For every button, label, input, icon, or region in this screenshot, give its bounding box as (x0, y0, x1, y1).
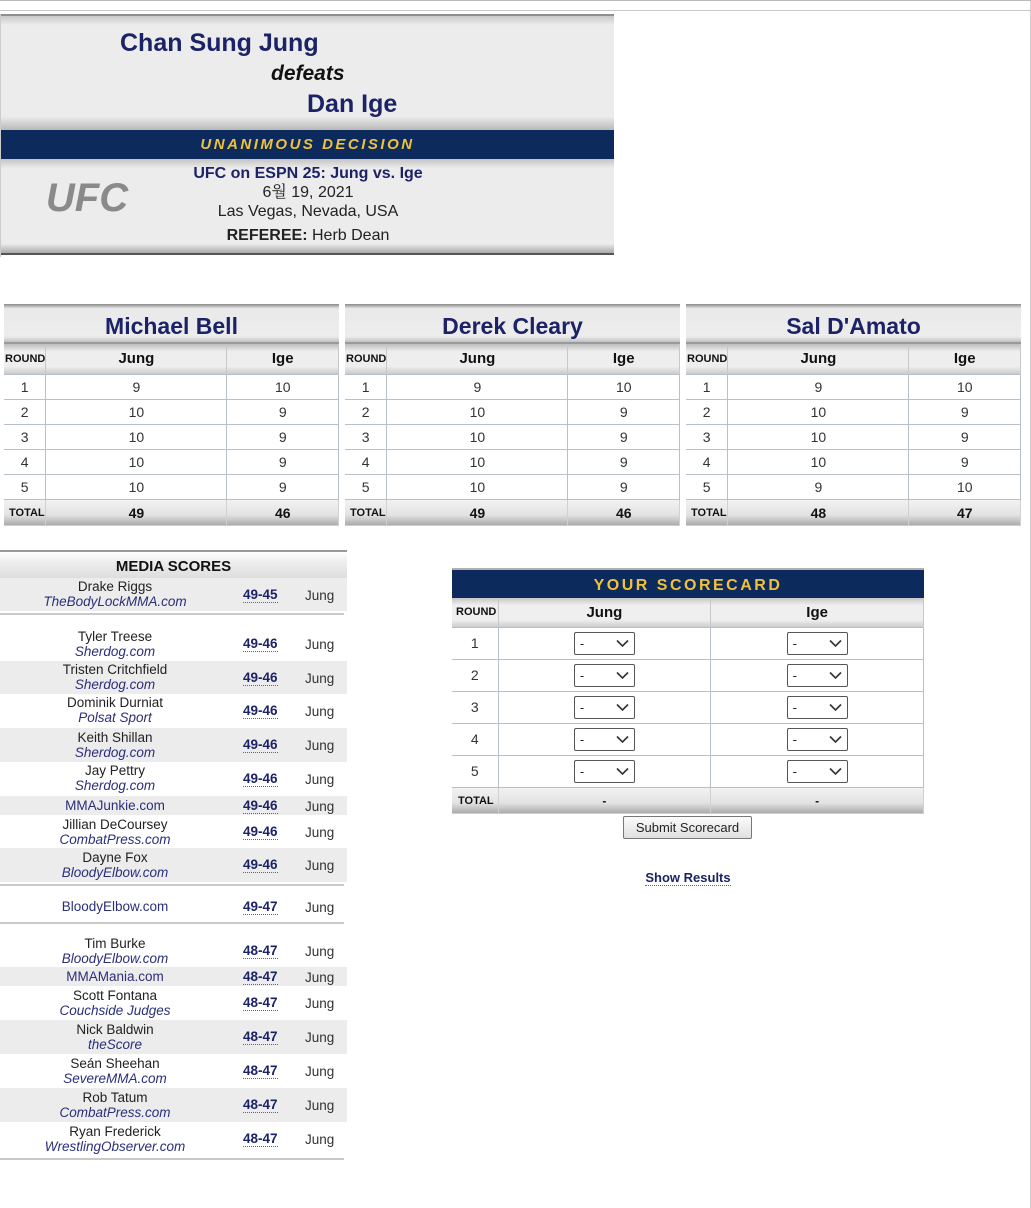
media-outlet[interactable]: Sherdog.com (74, 745, 156, 760)
media-winner: Jung (305, 1030, 335, 1045)
chevron-down-icon (829, 735, 842, 744)
round-row (452, 627, 924, 659)
media-person: Jay Pettry (84, 763, 146, 778)
select-value: - (579, 667, 585, 683)
media-row (0, 762, 347, 796)
your-scorecard-title: YOUR SCORECARD (452, 568, 924, 598)
score-a: 10 (728, 399, 909, 424)
round-3-jung-select[interactable] (574, 696, 635, 719)
media-row (0, 894, 347, 920)
score-a-cell (498, 659, 711, 691)
media-person: Tyler Treese (77, 629, 153, 644)
chevron-down-icon (616, 639, 629, 648)
select-value: - (579, 699, 585, 715)
event-date: 6월 19, 2021 (262, 184, 354, 201)
round-number: 3 (345, 424, 387, 449)
your-scorecard (452, 568, 924, 885)
chevron-down-icon (829, 703, 842, 712)
chevron-down-icon (616, 767, 629, 776)
media-winner: Jung (305, 1064, 335, 1079)
score-b: 9 (227, 474, 339, 499)
media-row (0, 694, 347, 728)
round-number: 5 (345, 474, 387, 499)
score-a-cell (498, 755, 711, 787)
score-b-cell (711, 723, 924, 755)
total-label: TOTAL (452, 787, 498, 814)
score-b: 9 (227, 399, 339, 424)
media-winner: Jung (305, 996, 335, 1011)
score-a: 10 (387, 449, 568, 474)
fighter-a-header: Jung (46, 344, 227, 374)
round-4-jung-select[interactable] (574, 728, 635, 751)
media-score[interactable]: 48-47 (243, 1097, 278, 1112)
media-person: Seán Sheehan (70, 1056, 160, 1071)
show-results-link[interactable]: Show Results (645, 870, 731, 885)
round-row (4, 449, 339, 474)
media-score[interactable]: 49-46 (243, 636, 278, 651)
media-outlet[interactable]: CombatPress.com (59, 1105, 171, 1120)
round-header: ROUND (452, 598, 498, 627)
score-b: 9 (909, 424, 1021, 449)
media-score[interactable]: 48-47 (243, 995, 278, 1010)
score-a: 9 (46, 374, 227, 399)
total-a: - (498, 787, 711, 814)
score-b-cell (711, 755, 924, 787)
score-a-cell (498, 723, 711, 755)
media-outlet[interactable]: MMAMania.com (66, 969, 164, 984)
media-outlet[interactable]: Couchside Judges (59, 1003, 171, 1018)
score-b: 10 (227, 374, 339, 399)
media-row (0, 796, 347, 815)
round-row (452, 755, 924, 787)
media-outlet[interactable]: MMAJunkie.com (65, 798, 165, 813)
round-number: 2 (4, 399, 46, 424)
round-number: 1 (686, 374, 728, 399)
round-number: 2 (452, 659, 498, 691)
event-info (1, 164, 615, 245)
fight-header (0, 14, 614, 257)
score-b: 9 (227, 424, 339, 449)
select-value: - (792, 635, 797, 651)
select-value: - (792, 731, 797, 747)
round-row (686, 374, 1021, 399)
media-score[interactable]: 49-46 (243, 737, 278, 752)
total-b: 46 (568, 499, 680, 526)
round-1-jung-select[interactable] (574, 632, 635, 655)
fighter-b-header: Ige (568, 344, 680, 374)
fighter-b-header: Ige (227, 344, 339, 374)
media-row (0, 1122, 347, 1156)
media-winner: Jung (305, 970, 335, 985)
media-score[interactable]: 49-46 (243, 771, 278, 786)
group-divider (0, 1156, 344, 1160)
media-person: Dominik Durniat (66, 695, 164, 710)
fighter-a-header: Jung (387, 344, 568, 374)
total-b: 47 (909, 499, 1021, 526)
round-number: 5 (686, 474, 728, 499)
round-row (452, 723, 924, 755)
score-b: 9 (568, 474, 680, 499)
media-score[interactable]: 49-46 (243, 703, 278, 718)
fighter-b-header: Ige (909, 344, 1021, 374)
total-row (345, 499, 680, 526)
media-score[interactable]: 48-47 (243, 1131, 278, 1146)
select-value: - (579, 635, 585, 651)
media-score[interactable]: 49-47 (243, 899, 278, 914)
top-divider (0, 10, 1031, 11)
score-a: 10 (46, 474, 227, 499)
total-row (452, 787, 924, 814)
score-a: 9 (387, 374, 568, 399)
chevron-down-icon (829, 767, 842, 776)
score-a: 9 (728, 474, 909, 499)
judge-table (4, 344, 339, 526)
media-winner: Jung (305, 1132, 335, 1147)
media-score[interactable]: 49-46 (243, 670, 278, 685)
media-row (0, 986, 347, 1020)
media-row (0, 1054, 347, 1088)
media-row (0, 815, 347, 848)
judge-scorecard (345, 304, 680, 526)
score-b: 9 (568, 424, 680, 449)
score-a: 10 (728, 424, 909, 449)
media-winner: Jung (305, 900, 335, 915)
select-value: - (792, 667, 797, 683)
media-person: Rob Tatum (82, 1090, 148, 1105)
score-a: 10 (728, 449, 909, 474)
score-a: 9 (728, 374, 909, 399)
round-row (345, 449, 680, 474)
media-outlet[interactable]: TheBodyLockMMA.com (43, 594, 187, 609)
media-person: Jillian DeCoursey (62, 817, 168, 832)
media-outlet[interactable]: theScore (87, 1037, 143, 1052)
media-row (0, 848, 347, 882)
round-header: ROUND (345, 344, 387, 374)
select-value: - (579, 763, 585, 779)
round-number: 4 (4, 449, 46, 474)
round-header: ROUND (686, 344, 728, 374)
round-number: 2 (345, 399, 387, 424)
round-row (4, 424, 339, 449)
media-row (0, 1020, 347, 1054)
media-person: Drake Riggs (77, 579, 153, 594)
fighter-a-header: Jung (498, 598, 711, 627)
media-outlet[interactable]: CombatPress.com (59, 832, 171, 847)
media-score[interactable]: 48-47 (243, 969, 278, 984)
judge-table (345, 344, 680, 526)
media-winner: Jung (305, 799, 335, 814)
chevron-down-icon (616, 671, 629, 680)
media-person: Ryan Frederick (69, 1124, 161, 1139)
method-banner: UNANIMOUS DECISION (1, 130, 614, 159)
event-name[interactable]: UFC on ESPN 25: Jung vs. Ige (193, 165, 423, 182)
total-row (4, 499, 339, 526)
select-value: - (579, 731, 585, 747)
media-outlet[interactable]: SevereMMA.com (63, 1071, 167, 1086)
total-label: TOTAL (4, 499, 46, 526)
score-b-cell (711, 691, 924, 723)
score-a: 10 (387, 474, 568, 499)
round-row (345, 399, 680, 424)
media-winner: Jung (305, 772, 335, 787)
total-label: TOTAL (345, 499, 387, 526)
submit-scorecard-button[interactable]: Submit Scorecard (623, 816, 752, 839)
media-outlet: Polsat Sport (78, 710, 152, 725)
media-outlet[interactable]: Sherdog.com (74, 778, 156, 793)
media-winner: Jung (305, 637, 335, 652)
score-a: 10 (387, 424, 568, 449)
score-b: 9 (909, 449, 1021, 474)
media-outlet[interactable]: BloodyElbow.com (61, 951, 169, 966)
media-person: Dayne Fox (82, 850, 148, 865)
chevron-down-icon (616, 703, 629, 712)
round-number: 4 (686, 449, 728, 474)
round-2-ige-select[interactable] (787, 664, 848, 687)
fighters-panel (1, 14, 614, 130)
media-outlet[interactable]: Sherdog.com (74, 644, 156, 659)
total-b: - (711, 787, 924, 814)
media-person: Tim Burke (84, 936, 146, 951)
media-outlet[interactable]: BloodyElbow.com (61, 899, 169, 914)
media-outlet[interactable]: Sherdog.com (74, 677, 156, 692)
judge-name: Michael Bell (4, 304, 339, 344)
media-person: Nick Baldwin (76, 1022, 154, 1037)
fighter-b-header: Ige (711, 598, 924, 627)
score-b: 10 (909, 374, 1021, 399)
score-b-cell (711, 659, 924, 691)
referee (1, 226, 615, 245)
media-score[interactable]: 49-46 (243, 798, 278, 813)
media-outlet[interactable]: BloodyElbow.com (61, 865, 169, 880)
loser-name: Dan Ige (307, 90, 398, 118)
round-row (686, 424, 1021, 449)
round-number: 3 (452, 691, 498, 723)
score-a: 10 (46, 399, 227, 424)
round-number: 3 (4, 424, 46, 449)
media-winner: Jung (305, 944, 335, 959)
media-winner: Jung (305, 738, 335, 753)
media-score[interactable]: 48-47 (243, 1029, 278, 1044)
media-row (0, 934, 347, 967)
chevron-down-icon (829, 639, 842, 648)
round-number: 1 (452, 627, 498, 659)
judge-scorecard (4, 304, 339, 526)
media-person: Keith Shillan (77, 730, 153, 745)
show-results (452, 870, 924, 885)
score-b: 9 (568, 399, 680, 424)
round-number: 4 (345, 449, 387, 474)
media-winner: Jung (305, 671, 335, 686)
round-row (345, 424, 680, 449)
round-number: 2 (686, 399, 728, 424)
round-row (4, 374, 339, 399)
media-winner: Jung (305, 858, 335, 873)
round-row (452, 659, 924, 691)
media-row (0, 967, 347, 986)
round-row (686, 474, 1021, 499)
total-b: 46 (227, 499, 339, 526)
select-value: - (792, 699, 797, 715)
media-score[interactable]: 49-45 (243, 587, 278, 602)
media-score[interactable]: 48-47 (243, 1063, 278, 1078)
media-row (0, 1088, 347, 1122)
your-scorecard-table (452, 598, 924, 814)
media-winner: Jung (305, 704, 335, 719)
chevron-down-icon (829, 671, 842, 680)
score-b: 10 (909, 474, 1021, 499)
round-row (4, 474, 339, 499)
score-b: 10 (568, 374, 680, 399)
round-number: 4 (452, 723, 498, 755)
media-row (0, 578, 347, 611)
referee-label: REFEREE: (226, 227, 308, 244)
score-a: 10 (46, 424, 227, 449)
round-row (4, 399, 339, 424)
round-number: 5 (4, 474, 46, 499)
judge-table-header (686, 344, 1021, 374)
round-row (452, 691, 924, 723)
media-winner: Jung (305, 1098, 335, 1113)
round-4-ige-select[interactable] (787, 728, 848, 751)
media-score[interactable]: 48-47 (243, 943, 278, 958)
round-5-jung-select[interactable] (574, 760, 635, 783)
score-a-cell (498, 691, 711, 723)
round-number: 1 (4, 374, 46, 399)
round-row (686, 399, 1021, 424)
result-word: defeats (271, 62, 345, 85)
score-a-cell (498, 627, 711, 659)
score-b-cell (711, 627, 924, 659)
score-b: 9 (568, 449, 680, 474)
judge-table (686, 344, 1021, 526)
round-row (345, 374, 680, 399)
judge-scorecard (686, 304, 1021, 526)
round-header: ROUND (4, 344, 46, 374)
score-a: 10 (387, 399, 568, 424)
round-row (345, 474, 680, 499)
score-a: 10 (46, 449, 227, 474)
round-2-jung-select[interactable] (574, 664, 635, 687)
media-winner: Jung (305, 825, 335, 840)
chevron-down-icon (616, 735, 629, 744)
media-person: Scott Fontana (72, 988, 158, 1003)
media-winner: Jung (305, 588, 335, 603)
round-5-ige-select[interactable] (787, 760, 848, 783)
media-score[interactable]: 49-46 (243, 857, 278, 872)
media-scores-title: MEDIA SCORES (0, 550, 347, 578)
event-panel (1, 159, 614, 255)
round-number: 5 (452, 755, 498, 787)
svg-text:UFC: UFC (45, 177, 129, 217)
event-location: Las Vegas, Nevada, USA (217, 203, 399, 220)
total-a: 48 (728, 499, 909, 526)
total-row (686, 499, 1021, 526)
judge-name: Sal D'Amato (686, 304, 1021, 344)
winner-name: Chan Sung Jung (120, 29, 319, 57)
media-score[interactable]: 49-46 (243, 824, 278, 839)
media-scores (0, 550, 347, 1160)
media-person: Tristen Critchfield (62, 662, 168, 677)
judge-name: Derek Cleary (345, 304, 680, 344)
round-1-ige-select[interactable] (787, 632, 848, 655)
total-label: TOTAL (686, 499, 728, 526)
media-row (0, 728, 347, 762)
total-a: 49 (46, 499, 227, 526)
judge-table-header (345, 344, 680, 374)
media-row (0, 661, 347, 694)
select-value: - (792, 763, 797, 779)
total-a: 49 (387, 499, 568, 526)
your-scorecard-header (452, 598, 924, 627)
score-b: 9 (227, 449, 339, 474)
round-number: 1 (345, 374, 387, 399)
judge-table-header (4, 344, 339, 374)
round-row (686, 449, 1021, 474)
referee-name: Herb Dean (311, 227, 390, 244)
score-b: 9 (909, 399, 1021, 424)
round-number: 3 (686, 424, 728, 449)
fighter-a-header: Jung (728, 344, 909, 374)
media-row (0, 627, 347, 661)
media-outlet[interactable]: WrestlingObserver.com (44, 1139, 186, 1154)
round-3-ige-select[interactable] (787, 696, 848, 719)
